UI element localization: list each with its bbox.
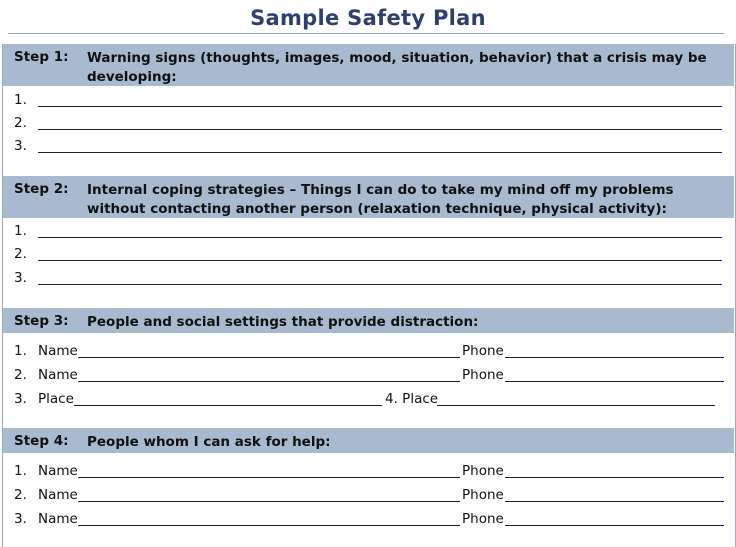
step-1-text: Warning signs (thoughts, images, mood, situation, behavior) that a crisis may be developing: xyxy=(87,50,707,85)
phone-field[interactable] xyxy=(505,525,724,526)
name-label: Name xyxy=(38,367,78,383)
phone-label: Phone xyxy=(462,511,504,527)
step-2-label: Step 2: xyxy=(14,181,69,197)
step-1-label: Step 1: xyxy=(14,49,69,65)
blank-line[interactable] xyxy=(38,237,722,238)
line-number: 1. xyxy=(14,223,27,239)
step-4-header xyxy=(3,428,734,453)
step-2-line-2[interactable] xyxy=(0,246,736,266)
place-2-label: 4. Place xyxy=(385,391,439,407)
blank-line[interactable] xyxy=(38,106,722,107)
step-3-row-2 xyxy=(0,367,736,387)
line-number: 1. xyxy=(14,92,27,108)
name-field[interactable] xyxy=(78,357,460,358)
line-number: 3. xyxy=(14,511,27,527)
blank-line[interactable] xyxy=(38,129,722,130)
line-number: 2. xyxy=(14,115,27,131)
step-3-row-1 xyxy=(0,343,736,363)
phone-label: Phone xyxy=(462,367,504,383)
step-3-label: Step 3: xyxy=(14,313,69,329)
blank-line[interactable] xyxy=(38,152,722,153)
line-number: 3. xyxy=(14,270,27,286)
step-4-row-2 xyxy=(0,487,736,507)
step-4-row-1 xyxy=(0,463,736,483)
name-field[interactable] xyxy=(78,477,460,478)
line-number: 2. xyxy=(14,487,27,503)
name-field[interactable] xyxy=(78,381,460,382)
step-1-line-2[interactable] xyxy=(0,115,736,135)
phone-field[interactable] xyxy=(505,357,724,358)
step-2-text: Internal coping strategies – Things I can do to take my mind off my problems without contacting another person (relaxation technique, physical activity): xyxy=(87,182,674,217)
name-label: Name xyxy=(38,511,78,527)
name-label: Name xyxy=(38,463,78,479)
line-number: 3. xyxy=(14,391,27,407)
step-2-header xyxy=(3,176,734,218)
step-4-row-3 xyxy=(0,511,736,531)
step-2-line-1[interactable] xyxy=(0,223,736,243)
step-1-line-1[interactable] xyxy=(0,92,736,112)
blank-line[interactable] xyxy=(38,284,722,285)
name-field[interactable] xyxy=(78,501,460,502)
title-divider xyxy=(8,33,724,34)
place-field[interactable] xyxy=(74,405,382,406)
step-4-text: People whom I can ask for help: xyxy=(87,434,331,450)
step-1-header xyxy=(3,44,734,86)
name-label: Name xyxy=(38,343,78,359)
phone-label: Phone xyxy=(462,487,504,503)
blank-line[interactable] xyxy=(38,260,722,261)
phone-field[interactable] xyxy=(505,501,724,502)
name-field[interactable] xyxy=(78,525,460,526)
step-3-text: People and social settings that provide distraction: xyxy=(87,314,479,330)
line-number: 3. xyxy=(14,138,27,154)
step-1-line-3[interactable] xyxy=(0,138,736,158)
place-label: Place xyxy=(38,391,74,407)
phone-label: Phone xyxy=(462,343,504,359)
name-label: Name xyxy=(38,487,78,503)
line-number: 1. xyxy=(14,463,27,479)
step-2-line-3[interactable] xyxy=(0,270,736,290)
step-4-label: Step 4: xyxy=(14,433,69,449)
phone-field[interactable] xyxy=(505,477,724,478)
page-title: Sample Safety Plan xyxy=(250,6,486,30)
step-3-header xyxy=(3,308,734,333)
line-number: 1. xyxy=(14,343,27,359)
line-number: 2. xyxy=(14,246,27,262)
line-number: 2. xyxy=(14,367,27,383)
phone-field[interactable] xyxy=(505,381,724,382)
place-2-field[interactable] xyxy=(437,405,715,406)
step-3-row-3 xyxy=(0,391,736,411)
phone-label: Phone xyxy=(462,463,504,479)
